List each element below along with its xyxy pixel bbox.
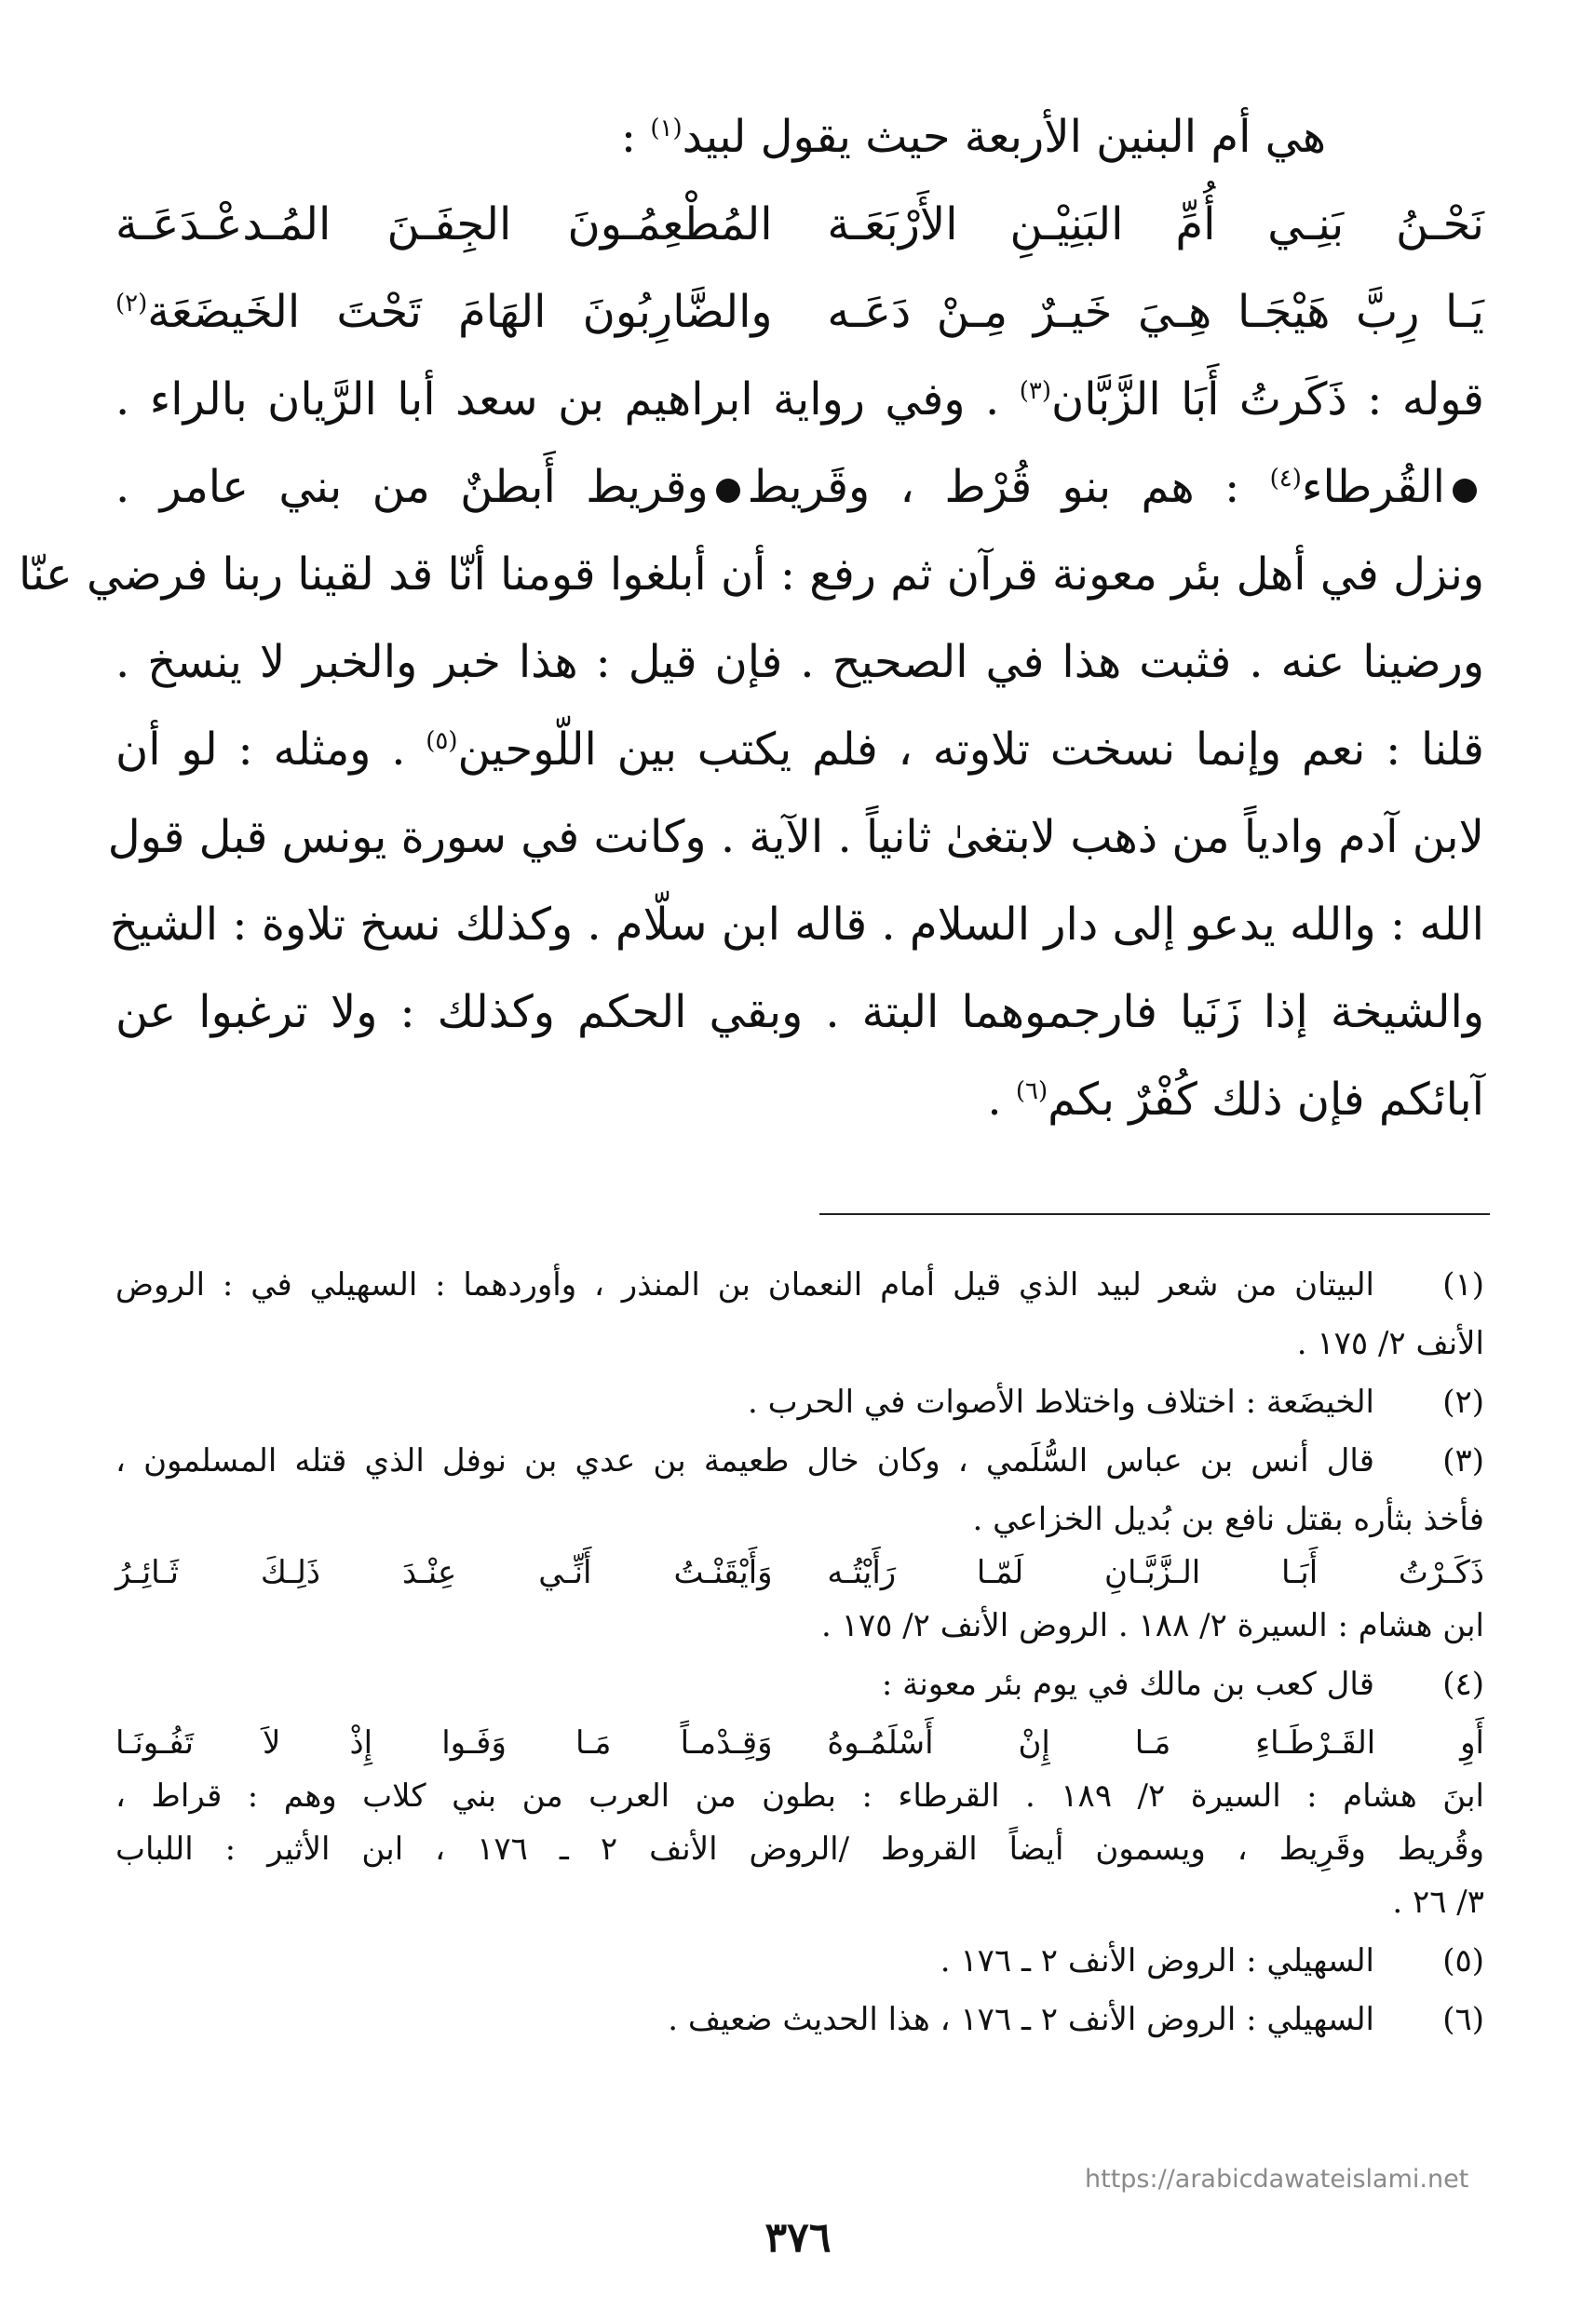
footnote-line: ابن هشام : السيرة ٢/ ١٨٨ . الروض الأنف ٢/ ١٧٥ . — [820, 1607, 1484, 1644]
footnote-number: (١) — [1442, 1266, 1484, 1304]
footnote-4 — [115, 1658, 1484, 1711]
footnote-line: الأنف ٢/ ١٧٥ . — [1296, 1325, 1484, 1362]
footnote-number: (٣) — [1442, 1442, 1484, 1480]
footnote-line: قال أنس بن عباس السُّلَمي ، وكان خال طعيمة بن عدي بن نوفل الذي قتله المسلمون ، — [115, 1442, 1374, 1480]
text-line — [115, 1056, 1484, 1143]
footnote-marker: (٦) — [1015, 1077, 1048, 1105]
text-span: قلنا : نعم وإنما نسخت تلاوته ، فلم يكتب بين اللّوحين — [457, 723, 1484, 776]
footnote-number: (٦) — [1442, 2001, 1484, 2038]
footnote-3 — [115, 1435, 1484, 1488]
bullet-dot-icon — [716, 479, 740, 503]
footnote-number: (٥) — [1442, 1942, 1484, 1979]
footnote-continuation — [115, 1493, 1484, 1653]
footnote-body — [115, 1658, 1374, 1711]
verse-hemistich: وَقِـدْمـاً مَـا وَفَـوا إِذْ لاَ تَفُـونَـا — [115, 1724, 773, 1762]
footnote-1 — [115, 1259, 1484, 1312]
text-span: : هم بنو قُرْط ، وقَريط — [747, 461, 1270, 513]
verse-hemistich: وَأَيْقَنْـتُ أَنِّـي عِنْـدَ ذَلِـكَ ثَـائِـرُ — [115, 1554, 773, 1591]
footnote-marker: (٤) — [1269, 465, 1302, 493]
footnote-marker: (١) — [650, 115, 683, 142]
footnote-marker: (٢) — [115, 290, 148, 318]
poem-verse — [115, 268, 1484, 356]
bullet-dot-icon — [1453, 479, 1477, 503]
footnote-line: السهيلي : الروض الأنف ٢ ـ ١٧٦ ، هذا الحديث ضعيف . — [668, 2001, 1374, 2038]
footnote-line: فأخذ بثأره بقتل نافع بن بُديل الخزاعي . — [972, 1501, 1484, 1538]
text-span: وقريط أَبطنٌ من بني عامر . — [115, 461, 709, 513]
footnote-number: (٤) — [1442, 1666, 1484, 1703]
footnote-5 — [115, 1935, 1484, 1988]
main-text — [18, 93, 1484, 1143]
footnote-6 — [115, 1993, 1484, 2047]
footnote-line: وقُريط وقَرِيط ، ويسمون أيضاً القروط /الروض الأنف ٢ ـ ١٧٦ ، ابن الأثير : اللباب — [115, 1831, 1485, 1868]
watermark-url: https://arabicdawateislami.net — [1085, 2165, 1469, 2194]
footnote-number: (٢) — [1442, 1384, 1484, 1421]
footnote-body — [115, 1259, 1374, 1312]
footnote-body — [115, 1935, 1374, 1988]
footnote-continuation — [115, 1317, 1484, 1371]
text-line — [115, 93, 1484, 181]
text-span: . — [987, 1074, 1016, 1126]
footnote-marker: (٥) — [426, 727, 458, 755]
verse-hemistich — [115, 268, 773, 356]
text-span: هي أم البنين الأربعة حيث يقول لبيد — [682, 111, 1326, 163]
footnotes — [115, 1259, 1484, 2052]
footnote-body — [115, 1435, 1374, 1488]
text-span: قوله : ذَكَرتُ أَبَا الزَّبَّان — [1051, 373, 1484, 426]
text-span: . وفي رواية ابراهيم بن سعد أبا الرَّيان بالراء . — [115, 373, 1020, 426]
footnote-marker: (٣) — [1019, 377, 1051, 405]
footnote-2 — [115, 1376, 1484, 1429]
footnote-line: ٣/ ٢٦ . — [1392, 1884, 1484, 1921]
footnote-body — [115, 1376, 1374, 1429]
footnote-line: الخيضَعة : اختلاف واختلاط الأصوات في الحرب . — [747, 1384, 1374, 1421]
text-line: ورضينا عنه . فثبت هذا في الصحيح . فإن قيل : هذا خبر والخبر لا ينسخ . — [115, 636, 1484, 688]
footnote-continuation — [115, 1717, 1484, 1929]
footnote-verse — [115, 1717, 1484, 1770]
footnote-verse — [115, 1547, 1484, 1600]
verse-hemistich: ذَكَـرْتُ أَبَـا الـزَّبَّـانِ لَمّـا رَأَيْتُـه — [827, 1554, 1484, 1591]
text-span: آبائكم فإن ذلك كُفْرٌ بكم — [1048, 1074, 1484, 1126]
text-line: والشيخة إذا زَنَيا فارجموهما البتة . وبقي الحكم وكذلك : ولا ترغبوا عن — [115, 986, 1484, 1038]
verse-hemistich: نَحْـنُ بَنِـي أُمِّ البَنِيْـنِ الأَرْبَعَـة — [827, 198, 1484, 250]
text-line: لابن آدم وادياً من ذهب لابتغىٰ ثانياً . الآية . وكانت في سورة يونس قبل قول — [107, 811, 1484, 863]
verse-hemistich: أَوِ القَـرْطَـاءِ مَـا إِنْ أَسْلَمُـوهُ — [827, 1724, 1484, 1762]
text-line: الله : والله يدعو إلى دار السلام . قاله ابن سلّام . وكذلك نسخ تلاوة : الشيخ — [109, 899, 1484, 951]
text-line — [115, 443, 1484, 531]
verse-hemistich: يَـا رِبَّ هَيْجَـا هِـيَ خَيـرٌ مِـنْ دَعَـه — [827, 286, 1484, 338]
poem-verse — [115, 181, 1484, 268]
footnote-line: قال كعب بن مالك في يوم بئر معونة : — [881, 1666, 1374, 1703]
footnote-body — [115, 1993, 1374, 2047]
text-span: القُرطاء — [1301, 461, 1446, 513]
footnote-line: السهيلي : الروض الأنف ٢ ـ ١٧٦ . — [940, 1942, 1374, 1979]
page-number: ٣٧٦ — [764, 2214, 832, 2262]
text-line — [115, 706, 1484, 793]
text-span: والضَّارِبُونَ الهَامَ تَحْتَ الخَيضَعَة — [147, 286, 773, 338]
text-line: ونزل في أهل بئر معونة قرآن ثم رفع : أن أبلغوا قومنا أنّا قد لقينا ربنا فرضي عنّا — [18, 548, 1484, 601]
verse-hemistich: المُطْعِمُـونَ الجِفَـنَ المُـدعْـدَعَـة — [115, 198, 773, 250]
footnote-line: ابنَ هشام : السيرة ٢/ ١٨٩ . القرطاء : بطون من العرب من بني كلاب وهم : قراط ، — [115, 1777, 1484, 1815]
footnote-line: البيتان من شعر لبيد الذي قيل أمام النعمان بن المنذر ، وأوردهما : السهيلي في : الروض — [115, 1266, 1374, 1304]
text-span: . ومثله : لو أن — [115, 723, 426, 776]
footnote-separator — [819, 1213, 1490, 1215]
text-span: : — [620, 111, 651, 163]
text-line — [115, 356, 1484, 443]
